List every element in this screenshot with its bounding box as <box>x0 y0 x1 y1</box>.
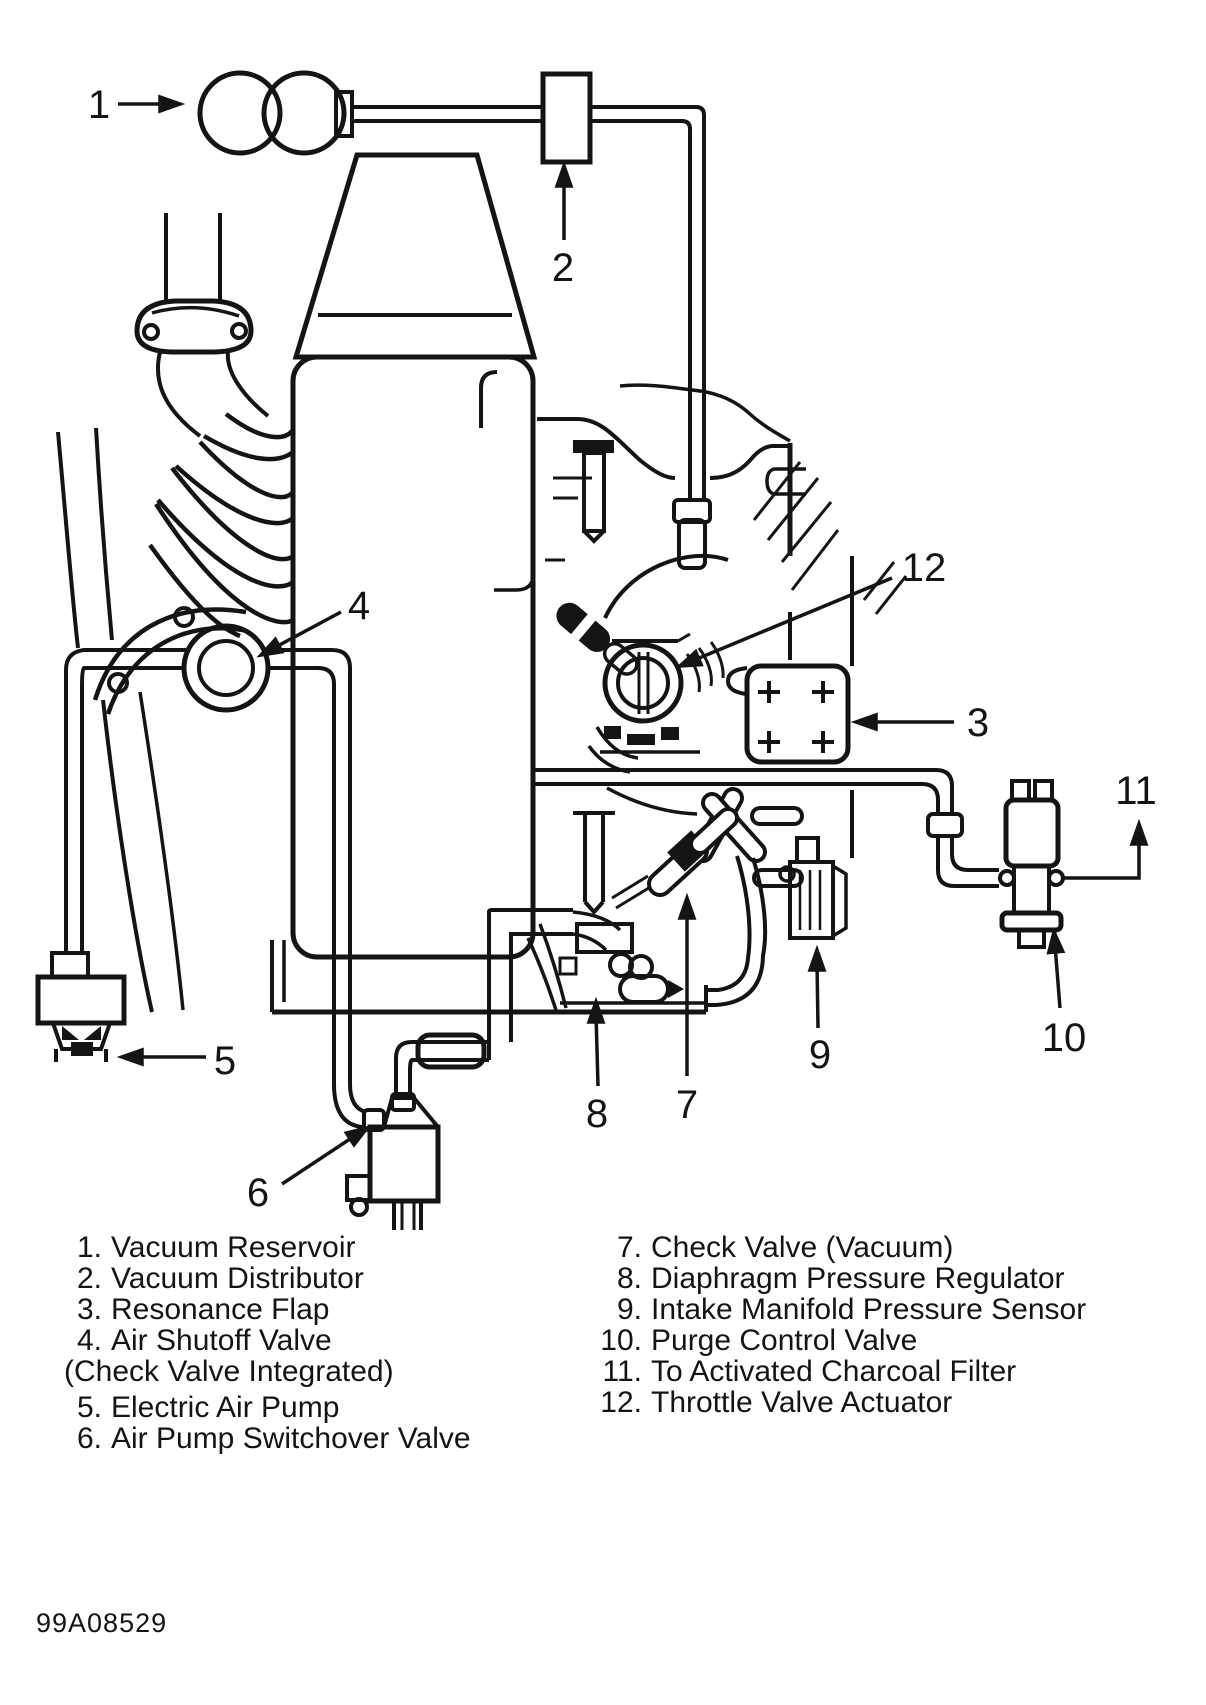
legend-num: 10. <box>600 1324 642 1357</box>
legend-item-4-line2: (Check Valve Integrated) <box>64 1355 394 1388</box>
legend-item-10 <box>592 1325 1192 1356</box>
legend-label: Throttle Valve Actuator <box>651 1386 953 1419</box>
callout-9: 9 <box>808 1033 832 1077</box>
legend-item-5 <box>64 1392 564 1423</box>
diagonal-fitting <box>551 597 643 680</box>
legend-column-left <box>64 1232 564 1454</box>
legend-num: 4. <box>76 1324 102 1357</box>
legend-num: 6. <box>76 1422 102 1455</box>
callout-1: 1 <box>87 83 111 127</box>
callout-12: 12 <box>901 546 947 590</box>
legend-item-7 <box>592 1232 1192 1263</box>
legend-num: 1. <box>76 1231 102 1264</box>
legend-num: 11. <box>602 1355 642 1388</box>
legend-item-2 <box>64 1263 564 1294</box>
resonance-flap <box>728 666 848 762</box>
legend-label: Electric Air Pump <box>111 1391 340 1424</box>
callout-3: 3 <box>966 701 990 745</box>
callout-7: 7 <box>675 1083 699 1127</box>
legend-num: 2. <box>76 1262 102 1295</box>
vacuum-reservoir <box>200 73 352 153</box>
callout-8: 8 <box>585 1092 609 1136</box>
legend-item-8 <box>592 1263 1192 1294</box>
legend-label: Check Valve (Vacuum) <box>651 1231 954 1264</box>
air-pump-switchover-valve <box>334 1084 438 1230</box>
hose-reservoir-to-distributor <box>352 107 543 121</box>
callout-6: 6 <box>246 1171 270 1215</box>
legend-num: 3. <box>76 1293 102 1326</box>
legend-item-6 <box>64 1423 564 1454</box>
electric-air-pump <box>38 953 124 1062</box>
legend-label: Vacuum Distributor <box>111 1262 364 1295</box>
legend-item-4 <box>64 1325 564 1356</box>
legend-item-11 <box>592 1356 1192 1387</box>
callout-2: 2 <box>551 246 575 290</box>
check-valve-vacuum <box>573 798 794 1005</box>
legend-label: Resonance Flap <box>111 1293 330 1326</box>
vacuum-distributor <box>543 74 590 162</box>
callout-4: 4 <box>347 584 371 628</box>
legend-label: Air Pump Switchover Valve <box>111 1422 471 1455</box>
legend-label: Purge Control Valve <box>651 1324 918 1357</box>
callout-10: 10 <box>1041 1016 1087 1060</box>
purge-control-valve <box>1000 781 1063 947</box>
hose-shutoff-valve <box>66 650 350 1084</box>
legend-num: 5. <box>76 1391 102 1424</box>
callout-11: 11 <box>1115 769 1157 813</box>
legend-num: 8. <box>616 1262 642 1295</box>
legend-label: Intake Manifold Pressure Sensor <box>651 1293 1087 1326</box>
air-shutoff-valve <box>95 608 268 714</box>
hose-distributor-down <box>590 107 710 568</box>
throttle-valve-actuator <box>600 634 723 752</box>
legend-num: 9. <box>616 1293 642 1326</box>
legend-item-9 <box>592 1294 1192 1325</box>
stud-bolt-upper <box>573 440 614 541</box>
legend-label: Air Shutoff Valve <box>111 1324 332 1357</box>
intake-manifold-pressure-sensor <box>780 838 846 938</box>
figure-code: 99A08529 <box>36 1608 168 1638</box>
legend-item-1 <box>64 1232 564 1263</box>
line-to-charcoal-filter <box>1063 836 1139 878</box>
diaphragm-pressure-regulator <box>560 924 684 1002</box>
callout-5: 5 <box>213 1039 237 1083</box>
legend-label: Vacuum Reservoir <box>111 1231 356 1264</box>
legend-num: 7. <box>616 1231 642 1264</box>
legend-column-right <box>592 1232 1192 1418</box>
legend-label: Diaphragm Pressure Regulator <box>651 1262 1065 1295</box>
legend-item-3 <box>64 1294 564 1325</box>
legend-label: To Activated Charcoal Filter <box>651 1355 1017 1388</box>
legend-item-12 <box>592 1387 1192 1418</box>
legend-num: 12. <box>600 1386 642 1419</box>
